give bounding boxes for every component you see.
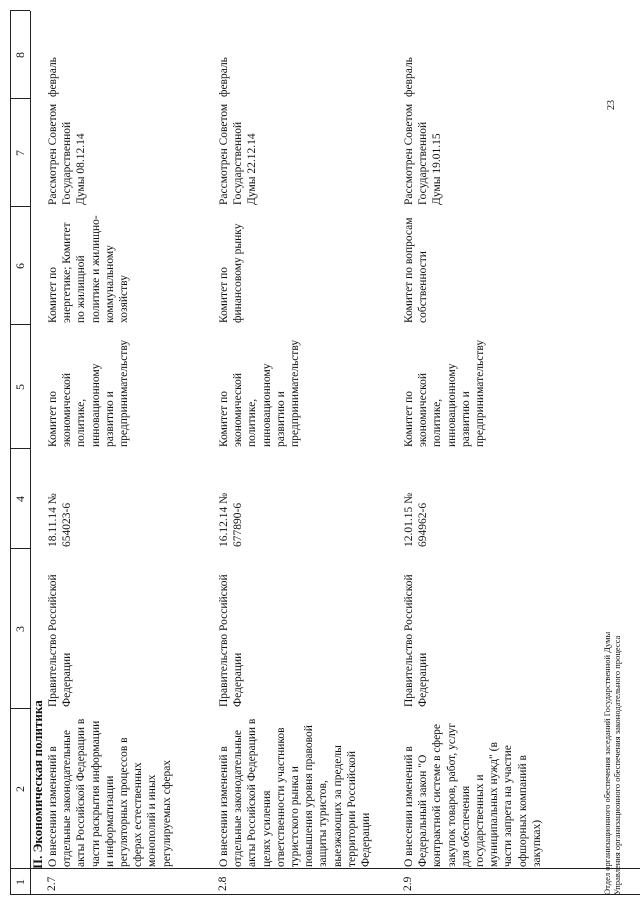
bill-title: О внесении изменений в отдельные законодательные акты Российской Федерации в части раскрытия информации и информатизации регуляторных процессов в сферах естественных монополий и иных регулируемых сферах xyxy=(47,718,173,867)
header-number: 3 xyxy=(13,626,27,632)
registration: 16.12.14 № 677890-6 xyxy=(218,492,245,547)
page-number: 23 xyxy=(606,100,617,110)
initiator: Правительство Российской Федерации xyxy=(47,574,74,707)
co-committees: Комитет по финансовому рынку xyxy=(218,223,245,323)
status: Рассмотрен Советом Государственной Думы 08.12.14 xyxy=(47,103,88,205)
responsible-committee: Комитет по экономической политике, инновационному развитию и предпринимательству xyxy=(218,339,302,447)
co-committees: Комитет по энергетике; Комитет по жилищной политике и жилищно-коммунальному хозяйству xyxy=(47,215,131,323)
initiator: Правительство Российской Федерации xyxy=(218,574,245,707)
responsible-committee: Комитет по экономической политике, инновационному развитию и предпринимательству xyxy=(403,339,487,447)
bill-title: О внесении изменений в Федеральный закон "О контрактной системе в сфере закупок товаров, работ, услуг для обеспечения государственных и муниципальных нужд" (в части запрета на участие офшорных компаний в закупках) xyxy=(403,722,543,867)
header-number: 7 xyxy=(13,150,27,156)
status: Рассмотрен Советом Государственной Думы 19.01.15 xyxy=(403,103,444,205)
status: Рассмотрен Советом Государственной Думы 22.12.14 xyxy=(218,103,259,205)
row-line xyxy=(10,11,11,895)
col-line xyxy=(10,894,640,895)
initiator: Правительство Российской Федерации xyxy=(403,574,430,707)
co-committees: Комитет по вопросам собственности xyxy=(403,217,430,323)
header-number: 1 xyxy=(13,879,27,885)
registration: 12.01.15 № 694962-6 xyxy=(403,492,430,547)
responsible-committee: Комитет по экономической политике, инновационному развитию и предпринимательству xyxy=(47,339,131,447)
header-number: 6 xyxy=(13,263,27,269)
header-number: 8 xyxy=(13,52,27,58)
month: февраль xyxy=(47,57,59,97)
month: февраль xyxy=(218,57,230,97)
header-number: 2 xyxy=(13,786,27,792)
row-number: 2.7 xyxy=(46,876,58,891)
header-number: 5 xyxy=(13,384,27,390)
registration: 18.11.14 № 654023-6 xyxy=(47,493,74,547)
bill-title: О внесении изменений в отдельные законодательные акты Российской Федерации в целях усиления ответственности участников туристского рынка и повышения уровня правовой защиты туристов, выезжающих за пределы территории Российской Федерации xyxy=(218,718,373,867)
section-title: II. Экономическая политика xyxy=(30,700,45,869)
month: февраль xyxy=(403,57,415,97)
row-number: 2.9 xyxy=(402,876,414,891)
row-number: 2.8 xyxy=(217,876,229,891)
header-number: 4 xyxy=(13,496,27,502)
col-line xyxy=(10,868,640,869)
footer-line: Управления организационного обеспечения законодательного процесса xyxy=(612,635,622,895)
footer-line: Отдел организационного обеспечения заседаний Государственной Думы xyxy=(602,631,612,895)
